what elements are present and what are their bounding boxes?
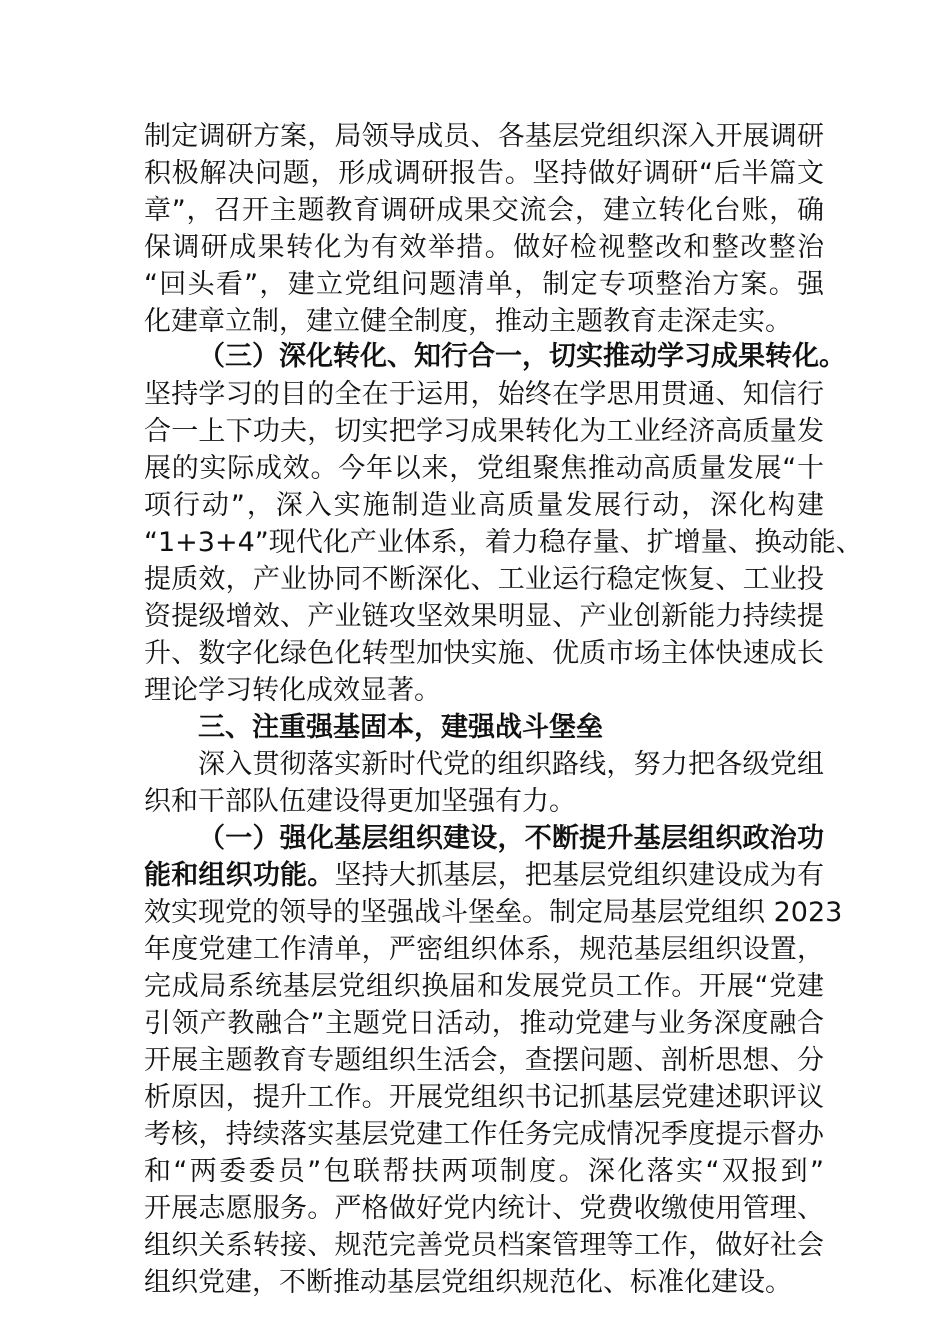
body-text-line: 理论学习转化成效显著。 bbox=[144, 675, 441, 706]
body-text-line: 能和组织功能。坚持大抓基层，把基层党组织建设成为有 bbox=[144, 860, 825, 891]
body-text-line: 引领产教融合”主题党日活动，推动党建与业务深度融合 bbox=[144, 1008, 824, 1039]
body-text-line: 和“两委委员”包联帮扶两项制度。深化落实“双报到” bbox=[144, 1156, 824, 1187]
body-text-line: 合一上下功夫，切实把学习成果转化为工业经济高质量发 bbox=[144, 416, 824, 447]
body-text-line: 章”，召开主题教育调研成果交流会，建立转化台账，确 bbox=[144, 195, 824, 226]
body-text-line: 考核，持续落实基层党建工作任务完成情况季度提示督办 bbox=[144, 1119, 824, 1150]
body-text-line: 深入贯彻落实新时代党的组织路线，努力把各级党组 bbox=[198, 749, 824, 780]
body-text-line: 项行动”，深入实施制造业高质量发展行动，深化构建 bbox=[144, 490, 824, 521]
body-text-line: 组织关系转接、规范完善党员档案管理等工作，做好社会 bbox=[144, 1230, 824, 1261]
body-text-line: 制定调研方案，局领导成员、各基层党组织深入开展调研 bbox=[144, 121, 824, 152]
body-text-line: 开展主题教育专题组织生活会，查摆问题、剖析思想、分 bbox=[144, 1045, 824, 1076]
body-text-line: 化建章立制，建立健全制度，推动主题教育走深走实。 bbox=[144, 306, 792, 337]
subsection-heading-3: （三）深化转化、知行合一，切实推动学习成果转化。 bbox=[198, 341, 846, 372]
subsection-heading-1: （一）强化基层组织建设，不断提升基层组织政治功 bbox=[198, 823, 824, 854]
body-text-line: 完成局系统基层党组织换届和发展党员工作。开展“党建 bbox=[144, 971, 824, 1002]
body-text-line: 展的实际成效。今年以来，党组聚焦推动高质量发展“十 bbox=[144, 453, 824, 484]
body-text-line: 织和干部队伍建设得更加坚强有力。 bbox=[144, 786, 576, 817]
body-text-line: “回头看”，建立党组问题清单，制定专项整治方案。强 bbox=[144, 269, 824, 300]
body-text-line: 保调研成果转化为有效举措。做好检视整改和整改整治 bbox=[144, 232, 824, 263]
body-text-line: 资提级增效、产业链攻坚效果明显、产业创新能力持续提 bbox=[144, 601, 824, 632]
body-text-line: 年度党建工作清单，严密组织体系，规范基层组织设置， bbox=[144, 934, 824, 965]
body-text-line: 提质效，产业协同不断深化、工业运行稳定恢复、工业投 bbox=[144, 564, 824, 595]
body-text-line: 坚持学习的目的全在于运用，始终在学思用贯通、知信行 bbox=[144, 379, 824, 410]
body-text-line: 积极解决问题，形成调研报告。坚持做好调研“后半篇文 bbox=[144, 158, 824, 189]
body-text-line: 升、数字化绿色化转型加快实施、优质市场主体快速成长 bbox=[144, 638, 824, 669]
body-text-line: 开展志愿服务。严格做好党内统计、党费收缴使用管理、 bbox=[144, 1193, 824, 1224]
section-heading-3: 三、注重强基固本，建强战斗堡垒 bbox=[198, 712, 603, 743]
body-text-line: 效实现党的领导的坚强战斗堡垒。制定局基层党组织 2023 bbox=[144, 897, 843, 928]
body-text-line: 析原因，提升工作。开展党组织书记抓基层党建述职评议 bbox=[144, 1082, 824, 1113]
body-text-line: 组织党建，不断推动基层党组织规范化、标准化建设。 bbox=[144, 1267, 792, 1298]
body-text-line: “1+3+4”现代化产业体系，着力稳存量、扩增量、换动能、 bbox=[144, 527, 863, 558]
